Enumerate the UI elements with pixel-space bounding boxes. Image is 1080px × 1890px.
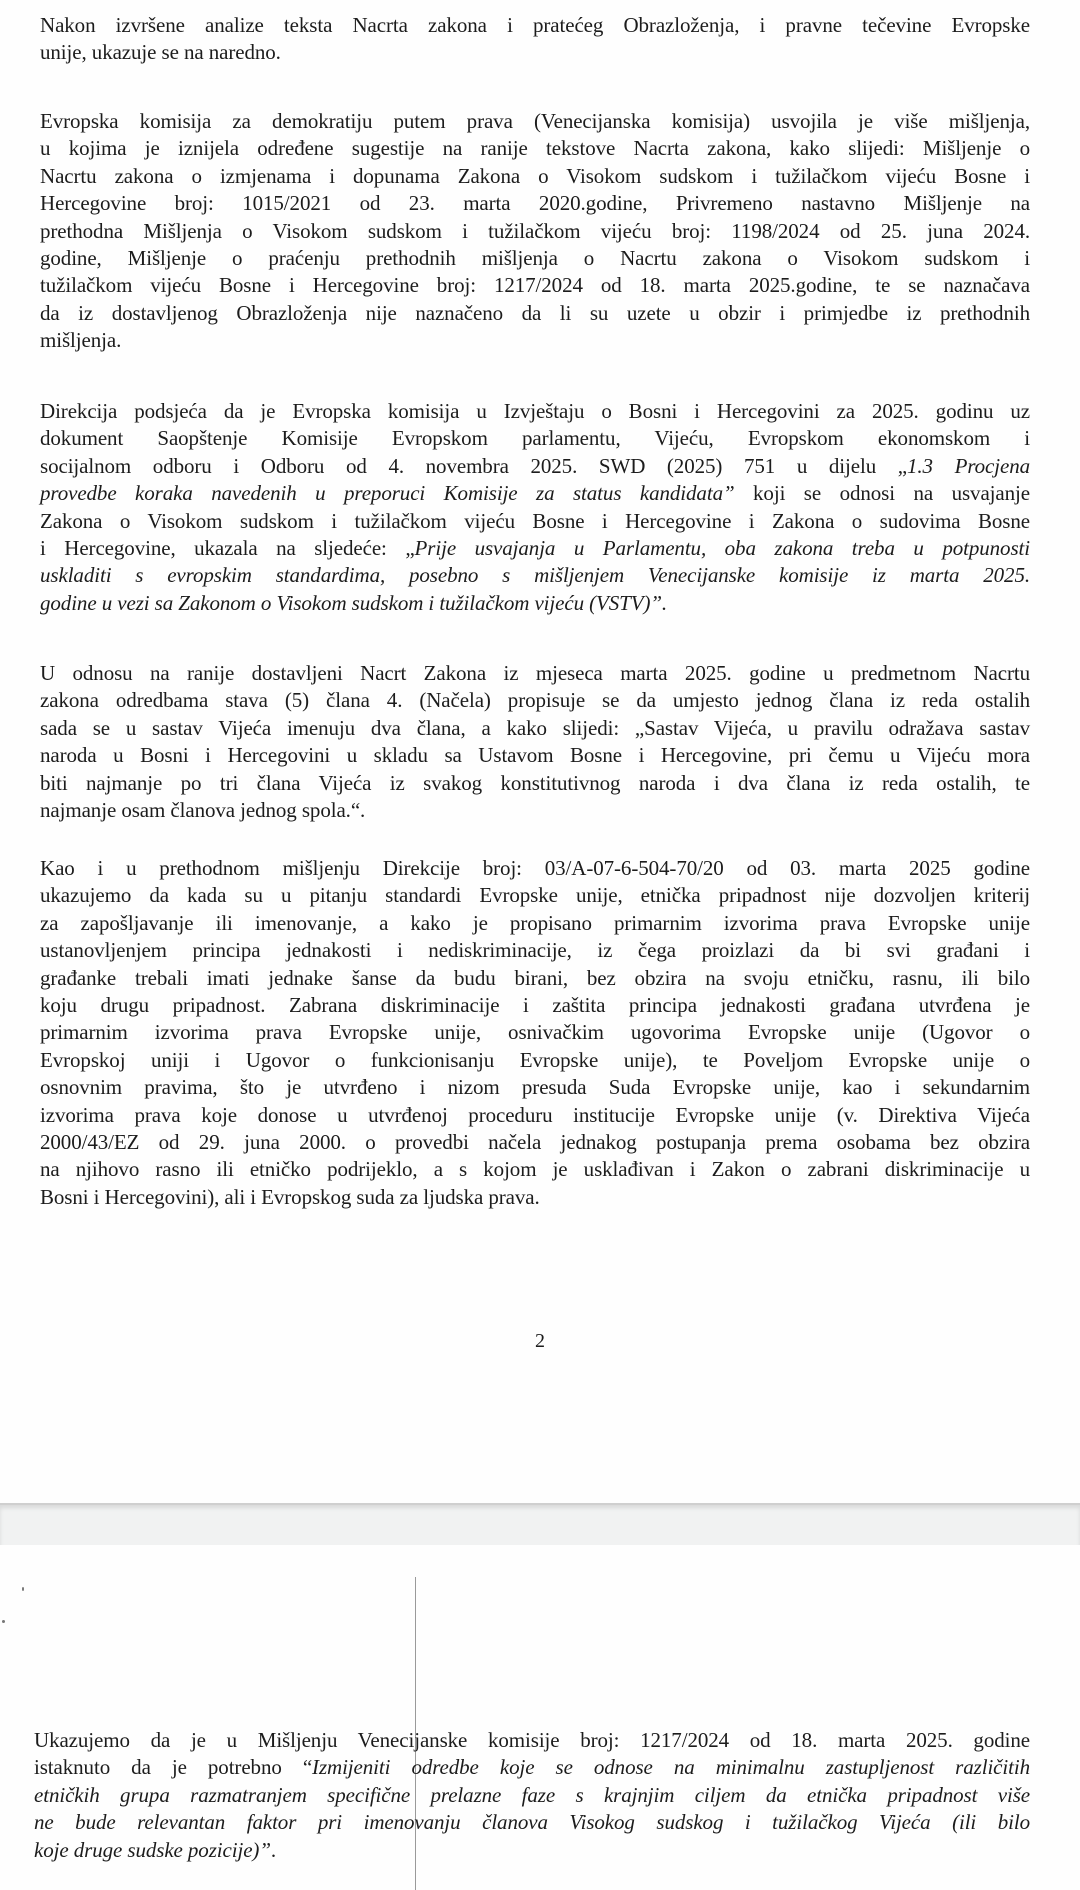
text-line: godine, Mišljenje o praćenju prethodnih mišljenja o Nacrtu zakona o Visokom sudskom i (40, 246, 1030, 271)
text-line: biti najmanje po tri člana Vijeća iz svakog konstitutivnog naroda i dva člana iz reda ostalih, te (40, 770, 1030, 795)
text-line: tužilačkom vijeću Bosne i Hercegovine broj: 1217/2024 od 18. marta 2025.godine, te se naznačava (40, 273, 1030, 298)
scan-speck (22, 1587, 24, 1591)
text-line: naroda u Bosni i Hercegovini u skladu sa Ustavom Bosne i Hercegovine, pri čemu u Vijeću mora (40, 743, 1030, 768)
text-line: 2000/43/EZ od 29. juna 2000. o provedbi načela jednakog postupanja prema osobama bez obzira (40, 1130, 1030, 1155)
text-line: zakona odredbama stava (5) člana 4. (Načela) propisuje se da umjesto jednog člana iz reda ostalih (40, 688, 1030, 713)
paragraph-draft-law-article (40, 660, 1030, 824)
italic-quote: Prije usvajanja u Parlamentu, oba zakona treba u potpunosti (414, 536, 1030, 561)
text-line: istaknuto da je potrebno “Izmijeniti odredbe koje se odnose na minimalnu zastupljenost različitih (34, 1755, 1031, 1780)
paragraph-eu-standards (40, 855, 1030, 1211)
text-line: Hercegovine broj: 1015/2021 od 23. marta 2020.godine, Privremeno nastavno Mišljenje na (40, 191, 1030, 216)
text-line: primarnim izvorima prava Evropske unije, osnivačkim ugovorima Evropske unije (Ugovor o (40, 1020, 1030, 1045)
text-line: na njihovo rasno ili etničko podrijeklo, a s kojom je usklađivan i Zakon o zabrani diskriminacije u (40, 1157, 1030, 1182)
text-line: mišljenja. (40, 328, 122, 353)
scan-speck (2, 1620, 5, 1623)
text-line: da iz dostavljenog Obrazloženja nije naznačeno da li su uzete u obzir i primjedbe iz prethodnih (40, 300, 1030, 325)
text-line: koju drugu pripadnost. Zabrana diskriminacije i zaštita principa jednakosti građana utvrđena je (40, 993, 1030, 1018)
text-line: građanke trebali imati jednake šanse da budu birani, bez obzira na svoju etničku, rasnu, ili bilo (40, 965, 1030, 990)
page-separator (0, 1503, 1080, 1548)
paragraph-venice-commission (40, 108, 1030, 355)
text-line: osnovnim pravima, što je utvrđeno i nizom presuda Suda Evropske unije, kao i sekundarnim (40, 1075, 1030, 1100)
text-line: sada se u sastav Vijeća imenuju dva člana, a kako slijedi: „Sastav Vijeća, u pravilu odražava sastav (40, 715, 1030, 740)
text-line: Evropska komisija za demokratiju putem prava (Venecijanska komisija) usvojila je više mišljenja, (40, 109, 1030, 133)
text-line: najmanje osam članova jednog spola.“. (40, 798, 366, 823)
paragraph-directorate-report (40, 398, 1030, 617)
text-line: ne bude relevantan faktor pri imenovanju članova Visokog sudskog i tužilačkog Vijeća (ili bilo (34, 1810, 1030, 1835)
text-line: godine u vezi sa Zakonom o Visokom sudskom i tužilačkom vijeću (VSTV)”. (40, 590, 668, 615)
text-line: i Hercegovine, ukazala na sljedeće: „Prije usvajanja u Parlamentu, oba zakona treba u potpunosti (40, 536, 1030, 561)
text-line: u kojima je iznijela određene sugestije na ranije tekstove Nacrta zakona, kako slijedi: Mišljenje o (40, 136, 1030, 161)
page-number: 2 (535, 1330, 545, 1352)
italic-quote: Izmijeniti odredbe koje se odnose na minimalnu zastupljenost različitih (312, 1755, 1031, 1780)
document-page-2 (0, 1545, 1080, 1890)
text-line: prethodna Mišljenja o Visokom sudskom i tužilačkom vijeću broj: 1198/2024 od 25. juna 2024. (40, 218, 1030, 243)
paragraph-intro (40, 12, 1030, 67)
text-line: U odnosu na ranije dostavljeni Nacrt Zakona iz mjeseca marta 2025. godine u predmetnom Nacrtu (40, 661, 1030, 685)
text-line: Nacrtu zakona o izmjenama i dopunama Zakona o Visokom sudskom i tužilačkom vijeću Bosne i (40, 163, 1030, 188)
text-line: ustanovljenjem principa jednakosti i nediskriminacije, iz čega proizlazi da bi svi građani i (40, 938, 1030, 963)
text-line: Direkcija podsjeća da je Evropska komisija u Izvještaju o Bosni i Hercegovini za 2025. godinu uz (40, 399, 1030, 423)
text-line: za zapošljavanje ili imenovanje, a kako je propisano primarnim izvorima prava Evropske unije (40, 910, 1030, 935)
text-line: unije, ukazuje se na naredno. (40, 40, 281, 65)
italic-quote: provedbe koraka navedenih u preporuci Komisije za status kandidata” (40, 481, 735, 506)
text-line: provedbe koraka navedenih u preporuci Komisije za status kandidata” koji se odnosi na usvajanje (40, 481, 1030, 506)
text-line: izvorima prava koje donose u utvrđenoj proceduru institucije Evropske unije (v. Direktiva Vijeća (40, 1102, 1030, 1127)
text-line: ukazujemo da kada su u pitanju standardi Evropske unije, etnička pripadnost nije dozvoljen kriterij (40, 883, 1030, 908)
text-line: uskladiti s evropskim standardima, posebno s mišljenjem Venecijanske komisije iz marta 2025. (40, 563, 1030, 588)
text-line: Ukazujemo da je u Mišljenju Venecijanske komisije broj: 1217/2024 od 18. marta 2025. godine (34, 1728, 1030, 1752)
text-line: Kao i u prethodnom mišljenju Direkcije broj: 03/A-07-6-504-70/20 od 03. marta 2025 godine (40, 856, 1030, 880)
text-line: socijalnom odboru i Odboru od 4. novembra 2025. SWD (2025) 751 u dijelu „1.3 Procjena (40, 453, 1031, 478)
text-line: etničkih grupa razmatranjem specifične prelazne faze s krajnjim ciljem da etnička pripadnost više (34, 1782, 1030, 1807)
text-line: Evropskoj uniji i Ugovor o funkcionisanju Evropske unije), te Poveljom Evropske unije o (40, 1047, 1030, 1072)
text-line: Nakon izvršene analize teksta Nacrta zakona i pratećeg Obrazloženja, i pravne tečevine Evropske (40, 13, 1030, 37)
italic-quote: 1.3 Procjena (907, 453, 1031, 478)
text-line: koje druge sudske pozicije)”. (34, 1837, 277, 1862)
text-line: Bosni i Hercegovini), ali i Evropskog suda za ljudska prava. (40, 1184, 540, 1209)
text-line: Zakona o Visokom sudskom i tužilačkom vijeću Bosne i Hercegovine i Zakona o sudovima Bosne (40, 508, 1030, 533)
text-line: dokument Saopštenje Komisije Evropskom parlamentu, Vijeću, Evropskom ekonomskom i (40, 426, 1030, 451)
paragraph-venice-opinion (34, 1727, 1030, 1864)
